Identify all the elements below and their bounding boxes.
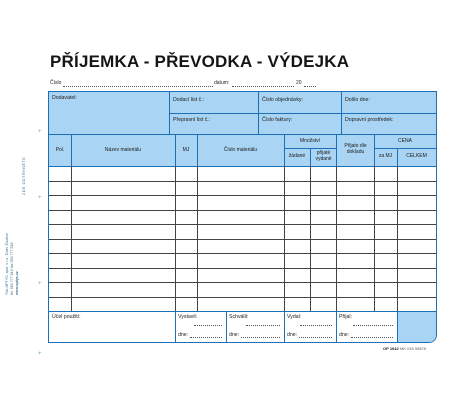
form-title: PŘÍJEMKA - PŘEVODKA - VÝDEJKA [50,52,350,71]
vystavil-label: Vystavil: [178,314,198,320]
dopravni-prostredek-label: Dopravní prostředek: [345,117,394,123]
side-web: www.optys.cz [15,271,19,295]
prijal-dne-label: dne: [339,332,350,338]
th-celkem: CELKEM [406,153,427,159]
cislo-faktury-label: Číslo faktury: [262,117,293,123]
table-row-line [49,195,436,196]
th-cislo-materialu: Číslo materiálu [223,147,258,153]
side-publisher: Tisk OPTYS, spol. s r.o., Dolní Životice [5,233,9,295]
vystavil-dne-field[interactable] [190,337,222,338]
schvalil-label: Schválil: [229,314,249,320]
footer-vline-5 [397,311,398,342]
footer-vline-4 [336,311,337,342]
prijal-field[interactable] [353,325,393,326]
side-tear-note: ZDE ODTRHNĚTE [22,156,26,195]
th-prijato-dle-dokladu: Přijato dle dokladu [344,143,367,155]
table-column-line [336,166,337,311]
th-nazev-materialu: Název materiálu [104,147,142,153]
tear-mark-3: + [38,281,42,287]
table-row-line [49,253,436,254]
tear-mark-1: + [38,129,42,135]
vystavil-dne-label: dne: [178,332,189,338]
table-row-line [49,297,436,298]
table-row-line [49,210,436,211]
side-strip [2,95,46,360]
prepravni-list-label: Přepravní list č.: [173,117,211,123]
table-column-line [175,166,176,311]
th-za-mj: za MJ [378,153,393,159]
footer-top-line [49,311,436,312]
table-row-line [49,282,436,283]
th-mnozstvi: Množství [299,138,320,144]
vydal-dne-label: dne: [287,332,298,338]
table-column-line [197,166,198,311]
prijal-label: Přijal: [339,314,352,320]
footer-vline-1 [175,311,176,342]
vystavil-field[interactable] [194,325,222,326]
th-prijate-vydane: přijaté vydané [315,150,332,162]
th-mj: MJ [182,147,190,153]
footer-vline-2 [226,311,227,342]
side-contact: tel. 553 777 810 fax 553 777 818 [10,242,14,295]
tear-mark-4: + [38,351,42,357]
schvalil-dne-label: dne: [229,332,240,338]
table-row-line [49,268,436,269]
cislo-objednavky-label: Číslo objednávky: [262,97,303,103]
vydal-dne-field[interactable] [299,337,332,338]
table-column-line [397,166,398,311]
th-pol: Pol. [55,147,65,153]
dodavatel-label: Dodavatel: [52,95,77,101]
th-zadane: žádané [288,153,306,159]
dodaci-list-label: Dodací list č.: [173,97,205,103]
table-column-line [71,166,72,311]
footer-vline-3 [284,311,285,342]
print-code: OP 1042 [383,346,399,351]
year-prefix: 20 [296,80,302,86]
schvalil-field[interactable] [246,325,280,326]
table-column-line [284,166,285,311]
footer-blue-cell [397,312,436,342]
table-row-line [49,239,436,240]
th-cena: CENA [398,138,412,144]
vydal-label: Vydal: [287,314,302,320]
prijal-dne-field[interactable] [351,337,393,338]
datum-label: datum: [214,80,230,86]
schvalil-dne-field[interactable] [241,337,280,338]
vydal-field[interactable] [300,325,332,326]
tear-mark-2: + [38,195,42,201]
ucel-pouziti-label: Účel použití: [52,314,81,320]
table-row-line [49,224,436,225]
table-row-line [49,181,436,182]
print-catalog: MK 015 99875 [400,346,427,351]
doslo-dne-label: Došlo dne: [345,97,370,103]
cislo-label: Číslo [50,80,62,86]
table-column-line [374,166,375,311]
table-column-line [310,166,311,311]
